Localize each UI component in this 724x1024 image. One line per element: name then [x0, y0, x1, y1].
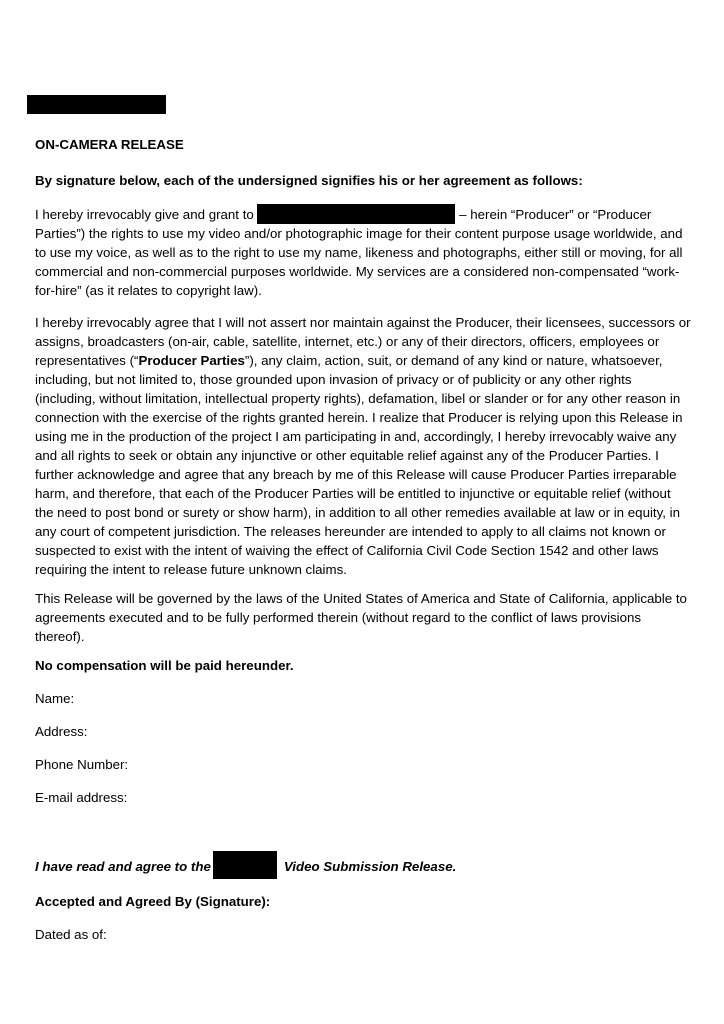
agreement-line-after: Video Submission Release. [283, 859, 457, 874]
producer-parties-term: Producer Parties [138, 353, 245, 368]
redacted-header-block [27, 95, 166, 114]
release-paragraph [35, 313, 692, 579]
signature-line-label: Accepted and Agreed By (Signature): [35, 894, 271, 909]
agreement-acknowledgement-line [35, 851, 692, 879]
grant-paragraph [35, 204, 692, 300]
grant-paragraph-after: – herein “Producer” or “Producer Parties”) the rights to use my video and/or photographic image for their content purpose usage worldwide, and to use my voice, as well as to the right to use my name, likeness and photographs, either still or moving, for all commercial and non-commercial purposes worldwide. My services are a considered non-compensated “work-for-hire” (as it relates to copyright law). [35, 207, 683, 298]
address-field-label: Address: [35, 724, 88, 739]
release-paragraph-part2: ”), any claim, action, suit, or demand of any kind or nature, whatsoever, including, but not limited to, those grounded upon invasion of privacy or of publicity or any other rights (including, without limitation, intellectual property rights), defamation, libel or slander or for any other reason in connection with the exercise of the rights granted herein. I realize that Producer is relying upon this Release in using me in the production of the project I am participating in and, accordingly, I hereby irrevocably waive any and all rights to seek or obtain any injunctive or other equitable relief against any of the Producer Parties. I further acknowledge and agree that any breach by me of this Release will cause Producer Parties irreparable harm, and therefore, that each of the Producer Parties will be entitled to injunctive or equitable relief (without the need to post bond or surety or show harm), in addition to all other remedies available at law or in equity, in any court of competent jurisdiction. The releases hereunder are intended to apply to all claims not known or suspected to exist with the intent of waiving the effect of California Civil Code Section 1542 and other laws requiring the intent to release future unknown claims. [35, 353, 683, 577]
grant-paragraph-before: I hereby irrevocably give and grant to [35, 207, 258, 222]
no-compensation-statement: No compensation will be paid hereunder. [35, 658, 294, 673]
governing-law-paragraph: This Release will be governed by the laws of the United States of America and State of California, applicable to agreements executed and to be fully performed therein (without regard to the conflict of laws provisions thereof). [35, 591, 687, 644]
phone-number-field-label: Phone Number: [35, 757, 129, 772]
agreement-line-before: I have read and agree to the [35, 859, 211, 874]
email-address-field-label: E-mail address: [35, 790, 128, 805]
intro-statement: By signature below, each of the undersigned signifies his or her agreement as follows: [35, 173, 583, 188]
release-paragraph-part1: I hereby irrevocably agree that I will not assert nor maintain against the Producer, their licensees, successors or assigns, broadcasters (on-air, cable, satellite, internet, etc.) or any of their directors, officers, employees or representatives (“ [35, 315, 691, 368]
redacted-producer-name [257, 204, 455, 224]
dated-line-label: Dated as of: [35, 927, 107, 942]
document-title: ON-CAMERA RELEASE [35, 137, 184, 152]
redacted-brand-name [213, 851, 277, 879]
name-field-label: Name: [35, 691, 75, 706]
